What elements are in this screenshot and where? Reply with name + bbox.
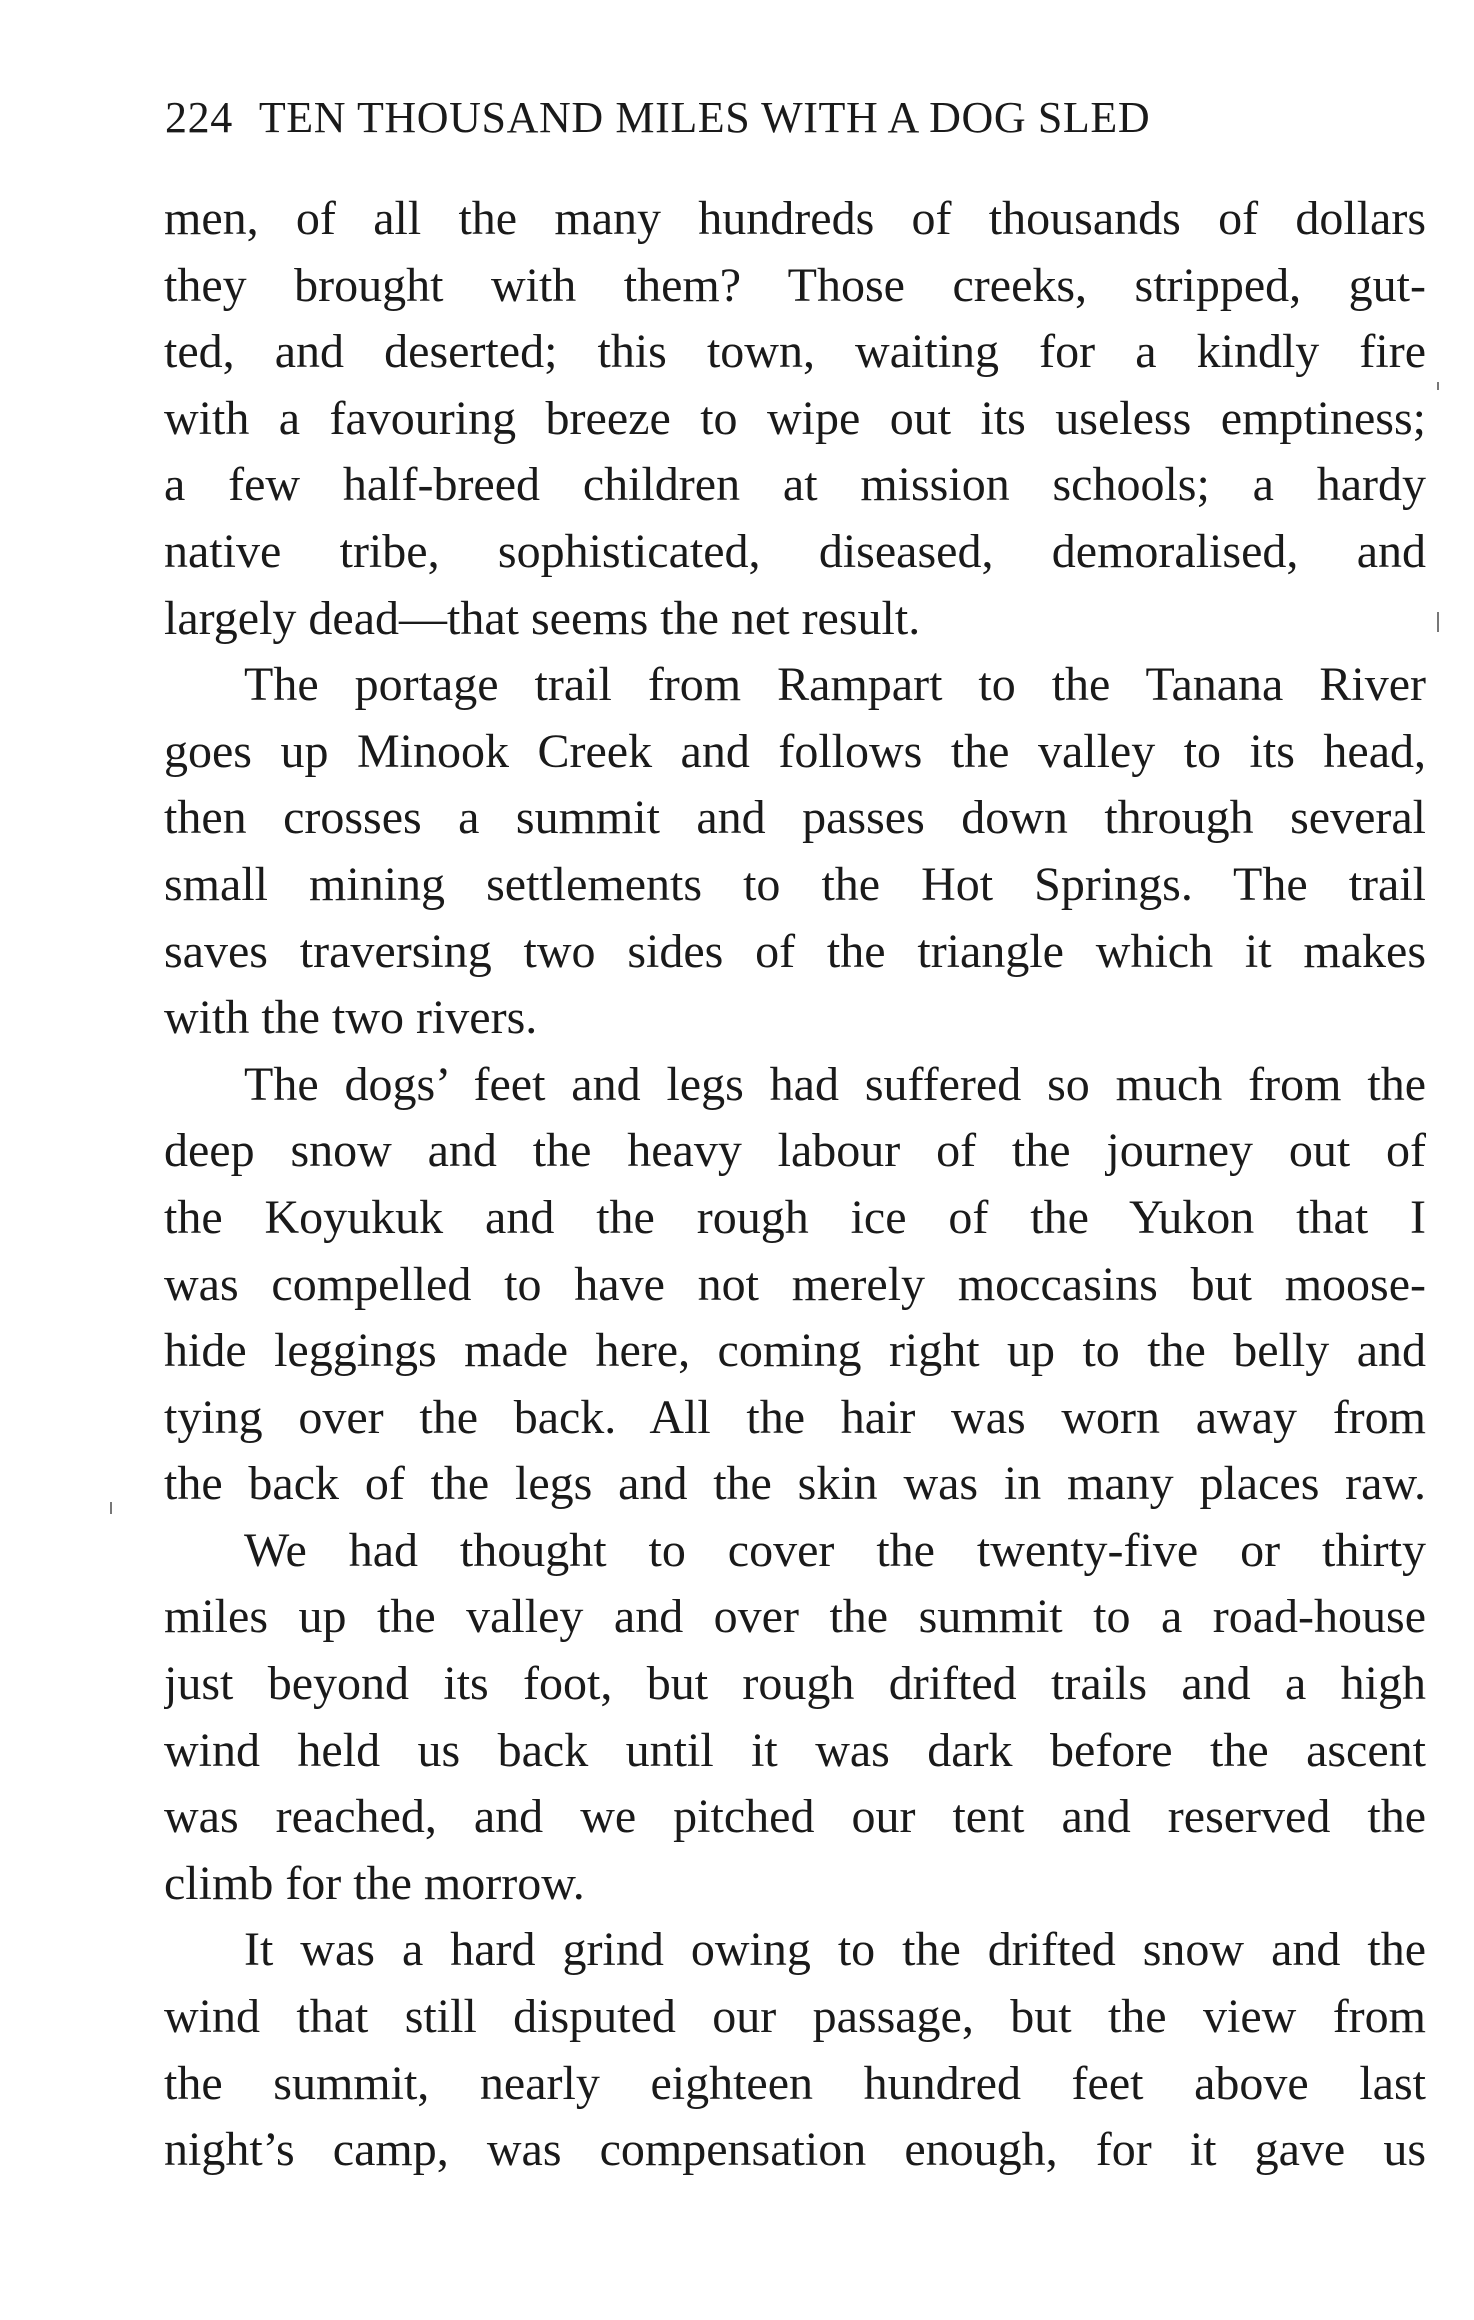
text-line: just beyond its foot, but rough drifted trails and a high [164, 1657, 1426, 1711]
paragraph [164, 652, 1426, 1052]
text-line: was reached, and we pitched our tent and reserved the [164, 1790, 1426, 1844]
text-line: small mining settlements to the Hot Springs. The trail [164, 857, 1426, 911]
text-line: goes up Minook Creek and follows the valley to its head, [164, 724, 1426, 778]
text-line: hide leggings made here, coming right up to the belly and [164, 1324, 1426, 1378]
text-line: ted, and deserted; this town, waiting for a kindly fire [164, 325, 1426, 379]
text-line: a few half-breed children at mission schools; a hardy [164, 458, 1426, 512]
text-line: largely dead—that seems the net result. [164, 591, 921, 645]
text-line: climb for the morrow. [164, 1856, 585, 1910]
text-line: with the two rivers. [164, 991, 538, 1045]
paragraph [164, 1052, 1426, 1518]
body-text [164, 186, 1426, 2184]
paragraph [164, 1518, 1426, 1918]
text-line: We had thought to cover the twenty-five or thirty [244, 1523, 1426, 1577]
text-line: saves traversing two sides of the triangle which it makes [164, 924, 1426, 978]
text-line: the back of the legs and the skin was in many places raw. [164, 1457, 1426, 1511]
text-line: wind held us back until it was dark before the ascent [164, 1723, 1426, 1777]
text-line: tying over the back. All the hair was worn away from [164, 1390, 1426, 1444]
text-line: men, of all the many hundreds of thousands of dollars [164, 192, 1426, 245]
book-title: TEN THOUSAND MILES WITH A DOG SLED [258, 93, 1151, 142]
page-number: 224 [165, 93, 233, 142]
text-line: they brought with them? Those creeks, stripped, gut- [164, 258, 1426, 312]
text-line: with a favouring breeze to wipe out its useless emptiness; [164, 391, 1426, 445]
text-line: then crosses a summit and passes down through several [164, 791, 1426, 845]
text-line: deep snow and the heavy labour of the journey out of [164, 1124, 1426, 1178]
text-line: was compelled to have not merely moccasins but moose- [164, 1257, 1426, 1311]
text-line: native tribe, sophisticated, diseased, demoralised, and [164, 524, 1426, 578]
text-line: The portage trail from Rampart to the Tanana River [244, 658, 1426, 712]
text-line: miles up the valley and over the summit to a road-house [164, 1590, 1426, 1644]
paragraph [164, 186, 1426, 652]
text-line: the summit, nearly eighteen hundred feet above last [164, 2056, 1426, 2110]
text-line: the Koyukuk and the rough ice of the Yukon that I [164, 1190, 1426, 1244]
scan-speck [1437, 382, 1439, 390]
text-line: night’s camp, was compensation enough, for it gave us [164, 2123, 1426, 2177]
text-line: The dogs’ feet and legs had suffered so much from the [244, 1057, 1426, 1111]
scan-speck [1437, 612, 1439, 632]
running-head [165, 88, 1375, 148]
text-line: wind that still disputed our passage, but the view from [164, 1990, 1426, 2044]
scan-speck [110, 1502, 112, 1514]
text-line: It was a hard grind owing to the drifted snow and the [244, 1923, 1426, 1977]
paragraph [164, 1917, 1426, 2183]
